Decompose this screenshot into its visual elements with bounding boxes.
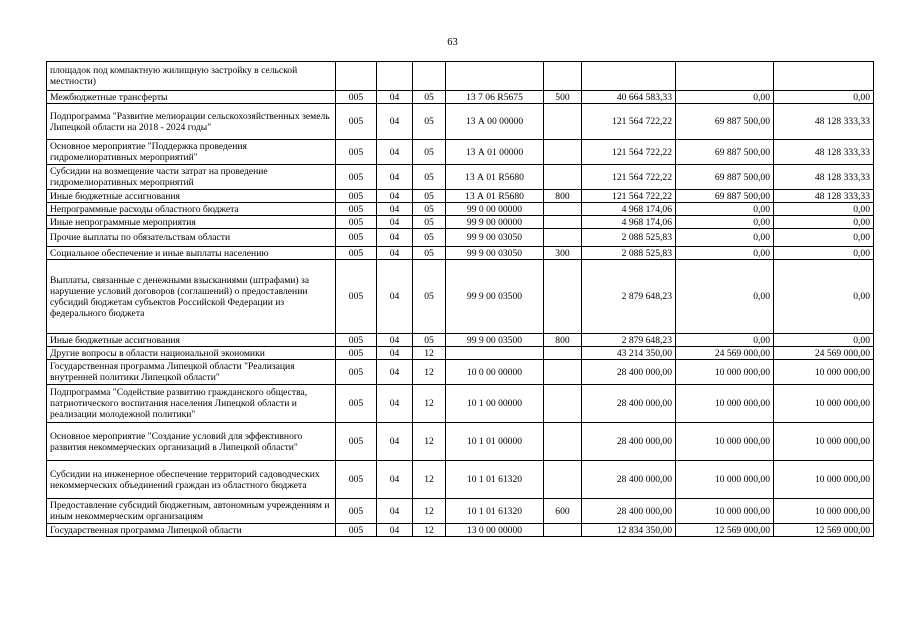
target-article-code: 13 7 06 R5675 bbox=[446, 91, 544, 104]
admin-code: 005 bbox=[336, 190, 377, 203]
row-name: Основное мероприятие "Поддержка проведения гидромелиоративных мероприятий" bbox=[47, 140, 336, 165]
row-name: Субсидии на инженерное обеспечение территорий садоводческих некоммерческих объединений граждан из областного бюджета bbox=[47, 461, 336, 499]
expense-type-code bbox=[544, 165, 582, 190]
table-row bbox=[47, 104, 874, 140]
amount-year-3: 12 569 000,00 bbox=[774, 524, 874, 537]
amount-year-3: 48 128 333,33 bbox=[774, 190, 874, 203]
amount-year-2: 0,00 bbox=[676, 260, 774, 334]
subsection-code bbox=[413, 62, 446, 91]
amount-year-1: 12 834 350,00 bbox=[582, 524, 676, 537]
section-code: 04 bbox=[377, 347, 413, 360]
target-article-code: 10 1 00 00000 bbox=[446, 385, 544, 423]
section-code: 04 bbox=[377, 190, 413, 203]
amount-year-1: 28 400 000,00 bbox=[582, 360, 676, 385]
amount-year-2: 0,00 bbox=[676, 216, 774, 229]
amount-year-2: 69 887 500,00 bbox=[676, 104, 774, 140]
table-row bbox=[47, 360, 874, 385]
table-row bbox=[47, 260, 874, 334]
expense-type-code bbox=[544, 524, 582, 537]
amount-year-1: 121 564 722,22 bbox=[582, 165, 676, 190]
target-article-code bbox=[446, 62, 544, 91]
row-name: Другие вопросы в области национальной экономики bbox=[47, 347, 336, 360]
row-name: Иные непрограммные мероприятия bbox=[47, 216, 336, 229]
amount-year-2: 0,00 bbox=[676, 334, 774, 347]
amount-year-1: 4 968 174,06 bbox=[582, 216, 676, 229]
amount-year-3 bbox=[774, 62, 874, 91]
target-article-code: 13 А 01 R5680 bbox=[446, 190, 544, 203]
admin-code: 005 bbox=[336, 499, 377, 524]
subsection-code: 12 bbox=[413, 385, 446, 423]
amount-year-3: 0,00 bbox=[774, 229, 874, 247]
section-code: 04 bbox=[377, 229, 413, 247]
row-name: площадок под компактную жилищную застройку в сельской местности) bbox=[47, 62, 336, 91]
table-row bbox=[47, 91, 874, 104]
amount-year-2: 24 569 000,00 bbox=[676, 347, 774, 360]
target-article-code: 99 9 00 03500 bbox=[446, 260, 544, 334]
amount-year-3: 0,00 bbox=[774, 334, 874, 347]
admin-code: 005 bbox=[336, 165, 377, 190]
target-article-code: 99 9 00 03050 bbox=[446, 247, 544, 260]
amount-year-2: 69 887 500,00 bbox=[676, 190, 774, 203]
section-code: 04 bbox=[377, 216, 413, 229]
target-article-code: 10 1 01 61320 bbox=[446, 499, 544, 524]
table-row bbox=[47, 347, 874, 360]
subsection-code: 12 bbox=[413, 524, 446, 537]
expense-type-code bbox=[544, 203, 582, 216]
admin-code: 005 bbox=[336, 423, 377, 461]
amount-year-1: 2 879 648,23 bbox=[582, 260, 676, 334]
amount-year-1: 28 400 000,00 bbox=[582, 461, 676, 499]
table-row bbox=[47, 165, 874, 190]
amount-year-2: 69 887 500,00 bbox=[676, 165, 774, 190]
amount-year-3: 0,00 bbox=[774, 247, 874, 260]
target-article-code: 99 9 00 03500 bbox=[446, 334, 544, 347]
amount-year-3: 0,00 bbox=[774, 260, 874, 334]
expense-type-code bbox=[544, 62, 582, 91]
row-name: Иные бюджетные ассигнования bbox=[47, 190, 336, 203]
table-row bbox=[47, 140, 874, 165]
expense-type-code bbox=[544, 461, 582, 499]
section-code: 04 bbox=[377, 165, 413, 190]
expense-type-code bbox=[544, 347, 582, 360]
section-code: 04 bbox=[377, 91, 413, 104]
row-name: Прочие выплаты по обязательствам области bbox=[47, 229, 336, 247]
table-row bbox=[47, 461, 874, 499]
admin-code: 005 bbox=[336, 229, 377, 247]
budget-table bbox=[46, 61, 874, 537]
amount-year-2 bbox=[676, 62, 774, 91]
amount-year-2: 10 000 000,00 bbox=[676, 385, 774, 423]
target-article-code: 10 1 01 61320 bbox=[446, 461, 544, 499]
amount-year-3: 48 128 333,33 bbox=[774, 104, 874, 140]
target-article-code: 99 9 00 03050 bbox=[446, 229, 544, 247]
subsection-code: 05 bbox=[413, 216, 446, 229]
page-number: 63 bbox=[447, 37, 458, 48]
amount-year-1: 40 664 583,33 bbox=[582, 91, 676, 104]
expense-type-code: 500 bbox=[544, 91, 582, 104]
admin-code: 005 bbox=[336, 260, 377, 334]
expense-type-code bbox=[544, 104, 582, 140]
amount-year-2: 0,00 bbox=[676, 229, 774, 247]
section-code bbox=[377, 62, 413, 91]
section-code: 04 bbox=[377, 247, 413, 260]
expense-type-code bbox=[544, 385, 582, 423]
subsection-code: 12 bbox=[413, 461, 446, 499]
row-name: Выплаты, связанные с денежными взысканиями (штрафами) за нарушение условий договоров (соглашений) о предоставлении субсидий бюджетам субъектов Российской Федерации из федерального бюджета bbox=[47, 260, 336, 334]
target-article-code: 13 А 00 00000 bbox=[446, 104, 544, 140]
section-code: 04 bbox=[377, 104, 413, 140]
amount-year-3: 10 000 000,00 bbox=[774, 423, 874, 461]
amount-year-3: 0,00 bbox=[774, 91, 874, 104]
amount-year-1: 28 400 000,00 bbox=[582, 499, 676, 524]
section-code: 04 bbox=[377, 524, 413, 537]
subsection-code: 05 bbox=[413, 140, 446, 165]
section-code: 04 bbox=[377, 260, 413, 334]
expense-type-code bbox=[544, 229, 582, 247]
row-name: Предоставление субсидий бюджетным, автономным учреждениям и иным некоммерческим организациям bbox=[47, 499, 336, 524]
row-name: Основное мероприятие "Создание условий для эффективного развития некоммерческих организаций в Липецкой области" bbox=[47, 423, 336, 461]
target-article-code: 10 1 01 00000 bbox=[446, 423, 544, 461]
amount-year-1: 2 879 648,23 bbox=[582, 334, 676, 347]
admin-code: 005 bbox=[336, 524, 377, 537]
subsection-code: 12 bbox=[413, 347, 446, 360]
target-article-code: 13 А 01 R5680 bbox=[446, 165, 544, 190]
table-row bbox=[47, 229, 874, 247]
amount-year-3: 48 128 333,33 bbox=[774, 140, 874, 165]
amount-year-1: 28 400 000,00 bbox=[582, 423, 676, 461]
amount-year-3: 10 000 000,00 bbox=[774, 499, 874, 524]
subsection-code: 12 bbox=[413, 360, 446, 385]
section-code: 04 bbox=[377, 499, 413, 524]
table-row bbox=[47, 190, 874, 203]
subsection-code: 05 bbox=[413, 229, 446, 247]
subsection-code: 12 bbox=[413, 423, 446, 461]
row-name: Подпрограмма "Развитие мелиорации сельскохозяйственных земель Липецкой области на 2018 - 2024 годы" bbox=[47, 104, 336, 140]
row-name: Подпрограмма "Содействие развитию гражданского общества, патриотического воспитания населения Липецкой области и реализации молодежной политики" bbox=[47, 385, 336, 423]
amount-year-3: 10 000 000,00 bbox=[774, 360, 874, 385]
section-code: 04 bbox=[377, 140, 413, 165]
admin-code: 005 bbox=[336, 461, 377, 499]
expense-type-code: 800 bbox=[544, 334, 582, 347]
amount-year-3: 24 569 000,00 bbox=[774, 347, 874, 360]
admin-code: 005 bbox=[336, 247, 377, 260]
table-row bbox=[47, 203, 874, 216]
table-row bbox=[47, 216, 874, 229]
target-article-code: 13 0 00 00000 bbox=[446, 524, 544, 537]
section-code: 04 bbox=[377, 360, 413, 385]
admin-code: 005 bbox=[336, 216, 377, 229]
amount-year-1: 2 088 525,83 bbox=[582, 229, 676, 247]
table-row bbox=[47, 62, 874, 91]
expense-type-code bbox=[544, 360, 582, 385]
row-name: Непрограммные расходы областного бюджета bbox=[47, 203, 336, 216]
amount-year-2: 69 887 500,00 bbox=[676, 140, 774, 165]
amount-year-1 bbox=[582, 62, 676, 91]
subsection-code: 05 bbox=[413, 334, 446, 347]
subsection-code: 05 bbox=[413, 203, 446, 216]
admin-code bbox=[336, 62, 377, 91]
amount-year-2: 0,00 bbox=[676, 91, 774, 104]
amount-year-1: 121 564 722,22 bbox=[582, 140, 676, 165]
row-name: Иные бюджетные ассигнования bbox=[47, 334, 336, 347]
amount-year-2: 0,00 bbox=[676, 203, 774, 216]
amount-year-1: 43 214 350,00 bbox=[582, 347, 676, 360]
amount-year-3: 0,00 bbox=[774, 203, 874, 216]
amount-year-2: 12 569 000,00 bbox=[676, 524, 774, 537]
target-article-code: 99 0 00 00000 bbox=[446, 203, 544, 216]
expense-type-code bbox=[544, 260, 582, 334]
section-code: 04 bbox=[377, 385, 413, 423]
subsection-code: 05 bbox=[413, 247, 446, 260]
expense-type-code: 600 bbox=[544, 499, 582, 524]
target-article-code bbox=[446, 347, 544, 360]
target-article-code: 10 0 00 00000 bbox=[446, 360, 544, 385]
subsection-code: 12 bbox=[413, 499, 446, 524]
expense-type-code: 800 bbox=[544, 190, 582, 203]
admin-code: 005 bbox=[336, 104, 377, 140]
amount-year-2: 10 000 000,00 bbox=[676, 360, 774, 385]
admin-code: 005 bbox=[336, 385, 377, 423]
amount-year-3: 10 000 000,00 bbox=[774, 385, 874, 423]
amount-year-2: 0,00 bbox=[676, 247, 774, 260]
row-name: Субсидии на возмещение части затрат на проведение гидромелиоративных мероприятий bbox=[47, 165, 336, 190]
admin-code: 005 bbox=[336, 334, 377, 347]
admin-code: 005 bbox=[336, 91, 377, 104]
table-row bbox=[47, 499, 874, 524]
admin-code: 005 bbox=[336, 360, 377, 385]
table-row bbox=[47, 423, 874, 461]
amount-year-1: 121 564 722,22 bbox=[582, 190, 676, 203]
amount-year-2: 10 000 000,00 bbox=[676, 499, 774, 524]
row-name: Государственная программа Липецкой области "Реализация внутренней политики Липецкой области" bbox=[47, 360, 336, 385]
section-code: 04 bbox=[377, 461, 413, 499]
row-name: Государственная программа Липецкой области bbox=[47, 524, 336, 537]
row-name: Социальное обеспечение и иные выплаты населению bbox=[47, 247, 336, 260]
subsection-code: 05 bbox=[413, 104, 446, 140]
amount-year-1: 4 968 174,06 bbox=[582, 203, 676, 216]
admin-code: 005 bbox=[336, 203, 377, 216]
expense-type-code bbox=[544, 216, 582, 229]
section-code: 04 bbox=[377, 423, 413, 461]
amount-year-2: 10 000 000,00 bbox=[676, 423, 774, 461]
amount-year-3: 10 000 000,00 bbox=[774, 461, 874, 499]
amount-year-2: 10 000 000,00 bbox=[676, 461, 774, 499]
amount-year-1: 28 400 000,00 bbox=[582, 385, 676, 423]
admin-code: 005 bbox=[336, 347, 377, 360]
expense-type-code: 300 bbox=[544, 247, 582, 260]
amount-year-1: 2 088 525,83 bbox=[582, 247, 676, 260]
row-name: Межбюджетные трансферты bbox=[47, 91, 336, 104]
target-article-code: 13 А 01 00000 bbox=[446, 140, 544, 165]
amount-year-3: 0,00 bbox=[774, 216, 874, 229]
table-row bbox=[47, 524, 874, 537]
admin-code: 005 bbox=[336, 140, 377, 165]
table-row bbox=[47, 385, 874, 423]
table-row bbox=[47, 334, 874, 347]
amount-year-3: 48 128 333,33 bbox=[774, 165, 874, 190]
expense-type-code bbox=[544, 423, 582, 461]
expense-type-code bbox=[544, 140, 582, 165]
target-article-code: 99 9 00 00000 bbox=[446, 216, 544, 229]
subsection-code: 05 bbox=[413, 165, 446, 190]
section-code: 04 bbox=[377, 334, 413, 347]
section-code: 04 bbox=[377, 203, 413, 216]
subsection-code: 05 bbox=[413, 260, 446, 334]
amount-year-1: 121 564 722,22 bbox=[582, 104, 676, 140]
subsection-code: 05 bbox=[413, 91, 446, 104]
table-row bbox=[47, 247, 874, 260]
subsection-code: 05 bbox=[413, 190, 446, 203]
